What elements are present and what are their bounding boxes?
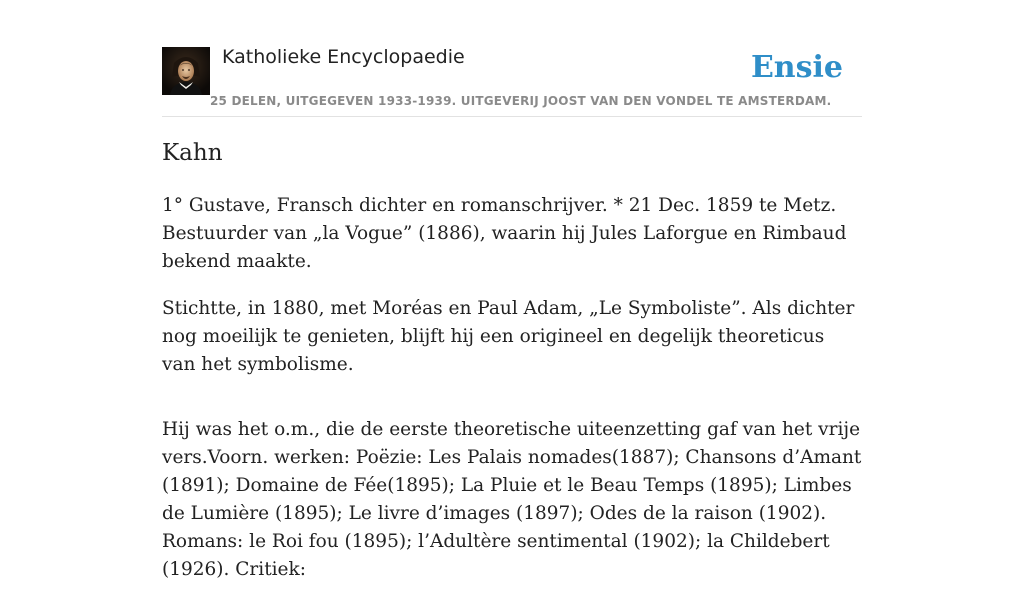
portrait-icon[interactable]: [162, 47, 210, 95]
brand-logo[interactable]: Ensie: [750, 50, 843, 85]
article-body: [162, 192, 862, 603]
site-subtitle: 25 DELEN, UITGEGEVEN 1933-1939. UITGEVERIJ JOOST VAN DEN VONDEL TE AMSTERDAM.: [210, 94, 832, 108]
site-header: [162, 0, 862, 117]
article-paragraph: Stichtte, in 1880, met Moréas en Paul Adam, „Le Symboliste”. Als dichter nog moeilijk te genieten, blijft hij een origineel en degelijk theoreticus van het symbolisme.: [162, 298, 855, 375]
site-title[interactable]: Katholieke Encyclopaedie: [222, 46, 465, 68]
content-column: [162, 0, 862, 580]
article-paragraph: 1° Gustave, Fransch dichter en romanschrijver. * 21 Dec. 1859 te Metz. Bestuurder van „la Vogue” (1886), waarin hij Jules Laforgue en Rimbaud bekend maakte.: [162, 195, 847, 272]
article-title: Kahn: [162, 140, 223, 166]
article-paragraph: Hij was het o.m., die de eerste theoretische uiteenzetting gaf van het vrije vers.Voorn. werken: Poëzie: Les Palais nomades(1887); Chansons d’Amant (1891); Domaine de Fée(1895); La Pluie et le Beau Temps (1895); Limbes de Lumière (1895); Le livre d’images (1897); Odes de la raison (1902). Romans: le Roi fou (1895); l’Adultère sentimental (1902); la Childebert (1926). Critiek:: [162, 419, 862, 580]
